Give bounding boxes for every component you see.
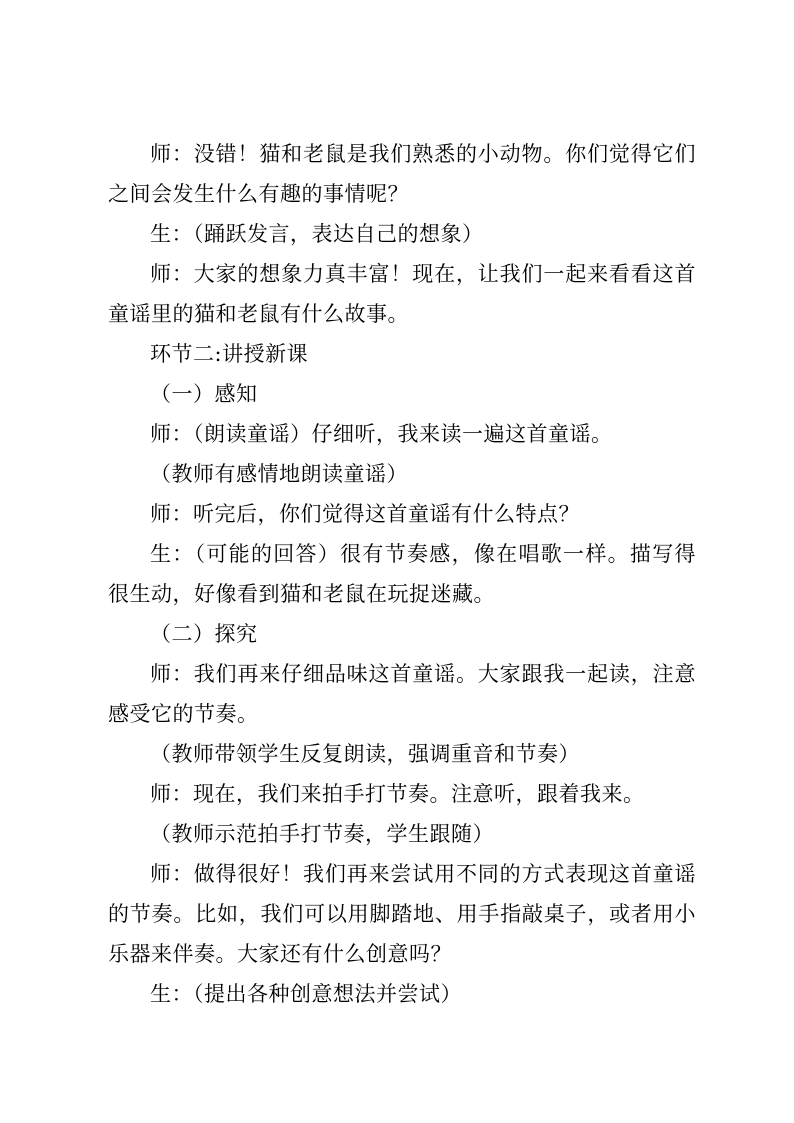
paragraph-teacher-read: 师：（朗读童谣）仔细听，我来读一遍这首童谣。 bbox=[150, 422, 613, 446]
paragraph-student-ideas: 生：（提出各种创意想法并尝试） bbox=[150, 982, 462, 1006]
paragraph-teacher-reread: 师：我们再来仔细品味这首童谣。大家跟我一起读，注意感受它的节奏。 bbox=[108, 662, 696, 726]
paragraph-teacher-creative: 师：做得很好！我们再来尝试用不同的方式表现这首童谣的节奏。比如，我们可以用脚踏地、用手指敲桌子，或者用小乐器来伴奏。大家还有什么创意吗？ bbox=[108, 862, 696, 966]
paragraph-stage-direction: （教师带领学生反复朗读，强调重音和节奏） bbox=[150, 742, 580, 766]
subsection-heading-explore: （二）探究 bbox=[150, 622, 258, 646]
paragraph-stage-direction: （教师示范拍手打节奏，学生跟随） bbox=[150, 822, 494, 846]
paragraph-teacher-clap: 师：现在，我们来拍手打节奏。注意听，跟着我来。 bbox=[150, 782, 645, 806]
section-heading: 环节二:讲授新课 bbox=[150, 342, 309, 366]
paragraph-student-response: 生：（踊跃发言，表达自己的想象） bbox=[150, 222, 484, 246]
paragraph-teacher-intro: 师：没错！猫和老鼠是我们熟悉的小动物。你们觉得它们之间会发生什么有趣的事情呢？ bbox=[108, 142, 696, 206]
paragraph-teacher-question: 师：听完后，你们觉得这首童谣有什么特点？ bbox=[150, 502, 580, 526]
subsection-heading-perceive: （一）感知 bbox=[150, 382, 258, 406]
paragraph-student-answer: 生：（可能的回答）很有节奏感，像在唱歌一样。描写得很生动，好像看到猫和老鼠在玩捉迷藏。 bbox=[108, 542, 696, 606]
document-body bbox=[108, 134, 696, 1014]
paragraph-stage-direction: （教师有感情地朗读童谣） bbox=[150, 462, 408, 486]
paragraph-teacher-transition: 师：大家的想象力真丰富！现在，让我们一起来看看这首童谣里的猫和老鼠有什么故事。 bbox=[108, 262, 696, 326]
